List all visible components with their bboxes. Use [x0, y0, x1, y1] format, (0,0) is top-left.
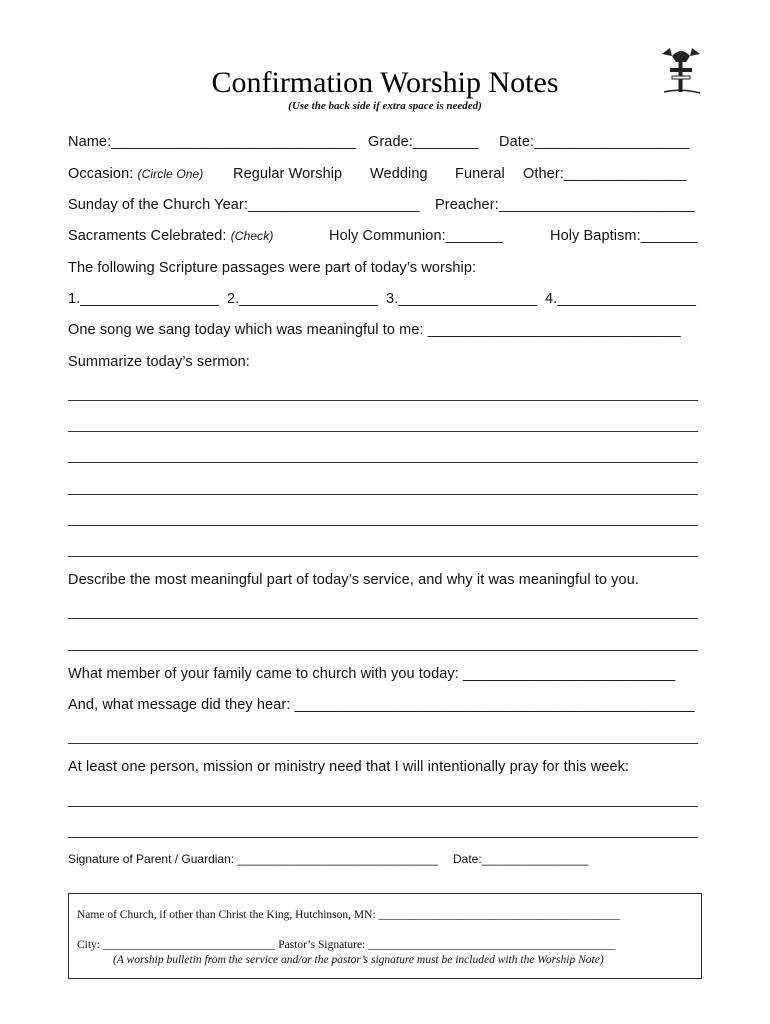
- page-title: Confirmation Worship Notes: [211, 66, 559, 99]
- family-message-line[interactable]: [68, 743, 698, 744]
- church-info-box: [68, 893, 702, 979]
- sacraments-label: [68, 228, 273, 244]
- scripture-field-2[interactable]: 2._________________: [227, 291, 379, 307]
- occasion-option-other[interactable]: Other:_______________: [523, 166, 687, 182]
- family-member-field[interactable]: What member of your family came to church with you today: __________________________: [68, 666, 676, 682]
- grade-field[interactable]: Grade:________: [368, 134, 479, 150]
- sacraments-hint: (Check): [230, 229, 274, 243]
- sermon-line-1[interactable]: [68, 400, 698, 401]
- sermon-label: Summarize today’s sermon:: [68, 354, 250, 370]
- city-pastor-signature-field[interactable]: City: ______________________________ Pastor’s Signature: ___________________________________________: [77, 939, 616, 951]
- occasion-option-funeral[interactable]: Funeral: [455, 166, 505, 182]
- sunday-field[interactable]: Sunday of the Church Year:_____________________: [68, 197, 420, 213]
- church-name-field[interactable]: Name of Church, if other than Christ the King, Hutchinson, MN: __________________________________________: [77, 909, 621, 921]
- occasion-option-regular-worship[interactable]: Regular Worship: [233, 166, 343, 182]
- sermon-line-6[interactable]: [68, 556, 698, 557]
- name-field[interactable]: Name:______________________________: [68, 134, 357, 150]
- family-message-field[interactable]: And, what message did they hear: _________________________________________________: [68, 697, 695, 713]
- bulletin-note: (A worship bulletin from the service and/or the pastor’s signature must be included with the Worship Note): [113, 954, 604, 966]
- sermon-line-3[interactable]: [68, 462, 698, 463]
- sermon-line-4[interactable]: [68, 494, 698, 495]
- meaningful-line-2[interactable]: [68, 650, 698, 651]
- scripture-field-4[interactable]: 4._________________: [545, 291, 697, 307]
- parent-signature-field[interactable]: Signature of Parent / Guardian: ______________________________: [68, 852, 438, 866]
- occasion-label-text: Occasion:: [68, 166, 134, 182]
- date-field[interactable]: Date:___________________: [499, 134, 690, 150]
- song-field[interactable]: One song we sang today which was meaningful to me: _______________________________: [68, 322, 681, 338]
- pray-label: At least one person, mission or ministry need that I will intentionally pray for this week:: [68, 759, 630, 775]
- scripture-label: The following Scripture passages were part of today’s worship:: [68, 260, 477, 276]
- scripture-field-3[interactable]: 3._________________: [386, 291, 538, 307]
- signature-date-field[interactable]: Date:________________: [453, 852, 589, 866]
- scripture-field-1[interactable]: 1._________________: [68, 291, 220, 307]
- occasion-hint: (Circle One): [137, 167, 204, 181]
- pray-line-2[interactable]: [68, 837, 698, 838]
- church-cross-dove-logo-icon: [656, 44, 706, 96]
- meaningful-line-1[interactable]: [68, 618, 698, 619]
- page-subtitle: (Use the back side if extra space is needed): [288, 100, 482, 112]
- occasion-option-wedding[interactable]: Wedding: [370, 166, 428, 182]
- meaningful-label: Describe the most meaningful part of today’s service, and why it was meaningful to you.: [68, 572, 639, 588]
- preacher-field[interactable]: Preacher:________________________: [435, 197, 695, 213]
- sacraments-label-text: Sacraments Celebrated:: [68, 228, 227, 244]
- sermon-line-2[interactable]: [68, 431, 698, 432]
- pray-line-1[interactable]: [68, 806, 698, 807]
- occasion-label: [68, 166, 203, 182]
- holy-communion-field[interactable]: Holy Communion:_______: [329, 228, 503, 244]
- sermon-line-5[interactable]: [68, 525, 698, 526]
- holy-baptism-field[interactable]: Holy Baptism:_______: [550, 228, 698, 244]
